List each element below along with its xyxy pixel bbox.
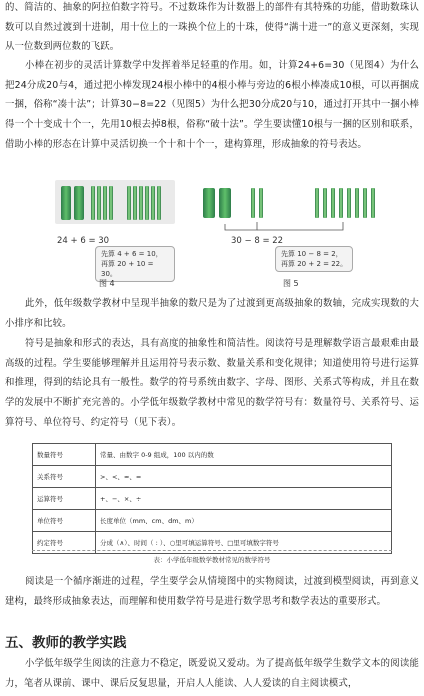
table-key: 约定符号 — [33, 532, 96, 554]
single-stick — [363, 188, 367, 218]
equation: 24 + 6 = 30 — [57, 236, 110, 246]
figure-4 — [55, 180, 175, 290]
speech-bubble — [275, 246, 353, 272]
grouping-arrows — [195, 220, 385, 240]
sticks-photo — [55, 180, 175, 224]
paragraph-5: 阅读是一个循序渐进的过程，学生要学会从情境图中的实物阅读，过渡到模型阅读，再到意义建构，最终形成抽象表达，而理解和使用数学符号是进行数学思考和数学表达的重要形式。 — [5, 576, 419, 607]
speech-bubble — [95, 246, 175, 282]
single-stick — [315, 188, 319, 218]
sticks-photo — [195, 180, 385, 224]
figure-5 — [195, 180, 385, 290]
figure-label: 图 4 — [99, 279, 115, 288]
single-stick — [371, 188, 375, 218]
single-stick — [339, 188, 343, 218]
table-value: 常量、由数字 0-9 组成，100 以内的数 — [96, 444, 392, 466]
single-stick — [251, 188, 255, 218]
stick-bundle — [203, 188, 215, 218]
table-value: 分成（∧）、时间（ : ）、○里可填运算符号、□里可填数字符号 — [96, 532, 392, 554]
section-title: 五、教师的教学实践 — [5, 635, 127, 651]
table-value: >、<、≈、= — [96, 466, 392, 488]
table-key: 关系符号 — [33, 466, 96, 488]
single-stick — [133, 186, 137, 220]
single-stick — [139, 186, 143, 220]
table-row — [33, 488, 392, 510]
paragraph-4: 符号是抽象和形式的表达，具有高度的抽象性和简洁性。阅读符号是理解数学语言最艰难由最高级的过程。学生要能够理解并且运用符号表示数、数量关系和变化规律；知道使用符号进行运算和推理，得到的结论具有一般性。数学的符号系统由数字、字母、图形、关系式等构成，并且在数学的发展中不断扩充完善的。小学低年级数学教材中常见的数学符号有：数量符号、关系符号、运算符号、单位符号、约定符号（见下表）。 — [5, 338, 419, 428]
single-stick — [355, 188, 359, 218]
bubble-line: 先算 10 − 8 = 2， — [281, 250, 343, 258]
single-stick — [331, 188, 335, 218]
single-stick — [97, 186, 101, 220]
single-stick — [127, 186, 131, 220]
equation-top: 30 − 8 = 22 — [231, 236, 284, 246]
single-stick — [151, 186, 155, 220]
table-row — [33, 510, 392, 532]
symbol-table — [32, 443, 392, 554]
single-stick — [91, 186, 95, 220]
table-key: 运算符号 — [33, 488, 96, 510]
table-caption: 表：小学低年级数学教材常见的数学符号 — [32, 550, 392, 564]
single-stick — [109, 186, 113, 220]
figure-label: 图 5 — [283, 279, 299, 288]
paragraph-2: 小棒在初步的灵活计算数学中发挥着举足轻重的作用。如，计算24+6=30（见图4）为什么把24分成20与4，通过把小棒发现24根小棒中的4根小棒与旁边的6根小棒凑成10根，可以再捆成一捆，俗称“凑十法”；计算30−8=22（见图5）为什么把30分成20与10，通过打开其中一捆小棒得一个十变成十个一，先用10根去掉8根，俗称“破十法”。学生要读懂10根与一捆的区别和联系，借助小棒的形态在计算中灵活切换一个十和十个一，建构算理，形成抽象的符号表达。 — [5, 60, 419, 150]
table-value: +、−、×、÷ — [96, 488, 392, 510]
table-row — [33, 466, 392, 488]
single-stick — [145, 186, 149, 220]
table-value: 长度单位（mm、cm、dm、m） — [96, 510, 392, 532]
bubble-line: 先算 4 + 6 = 10， — [101, 250, 163, 258]
stick-bundle — [219, 188, 231, 218]
bubble-line: 再算 20 + 2 = 22。 — [281, 260, 348, 268]
table-row — [33, 444, 392, 466]
stick-bundle — [61, 186, 71, 220]
bubble-line: 再算 20 + 10 = 30。 — [101, 260, 154, 278]
paragraph-6: 小学低年级学生阅读的注意力不稳定，既爱说又爱动。为了提高低年级学生数学文本的阅读能力，笔者从课前、课中、课后反复思量，开启人人能读、人人爱读的自主阅读模式， — [5, 658, 419, 689]
paragraph-1: 的、简洁的、抽象的阿拉伯数字符号。不过数珠作为计数器上的部件有其特殊的功能，借助数珠认数可以自然过渡到十进制，用十位上的一珠换个位上的十珠，使得“满十进一”的意义更深刻，实现从一位数到两位数的飞跃。 — [5, 2, 419, 53]
stick-bundle — [74, 186, 84, 220]
single-stick — [157, 186, 161, 220]
single-stick — [323, 188, 327, 218]
single-stick — [259, 188, 263, 218]
paragraph-3: 此外，低年级数学教材中呈现半抽象的数尺是为了过渡到更高级抽象的数轴，完成实现数的大小排序和比较。 — [5, 298, 419, 329]
table-key: 单位符号 — [33, 510, 96, 532]
single-stick — [103, 186, 107, 220]
table-key: 数量符号 — [33, 444, 96, 466]
single-stick — [347, 188, 351, 218]
